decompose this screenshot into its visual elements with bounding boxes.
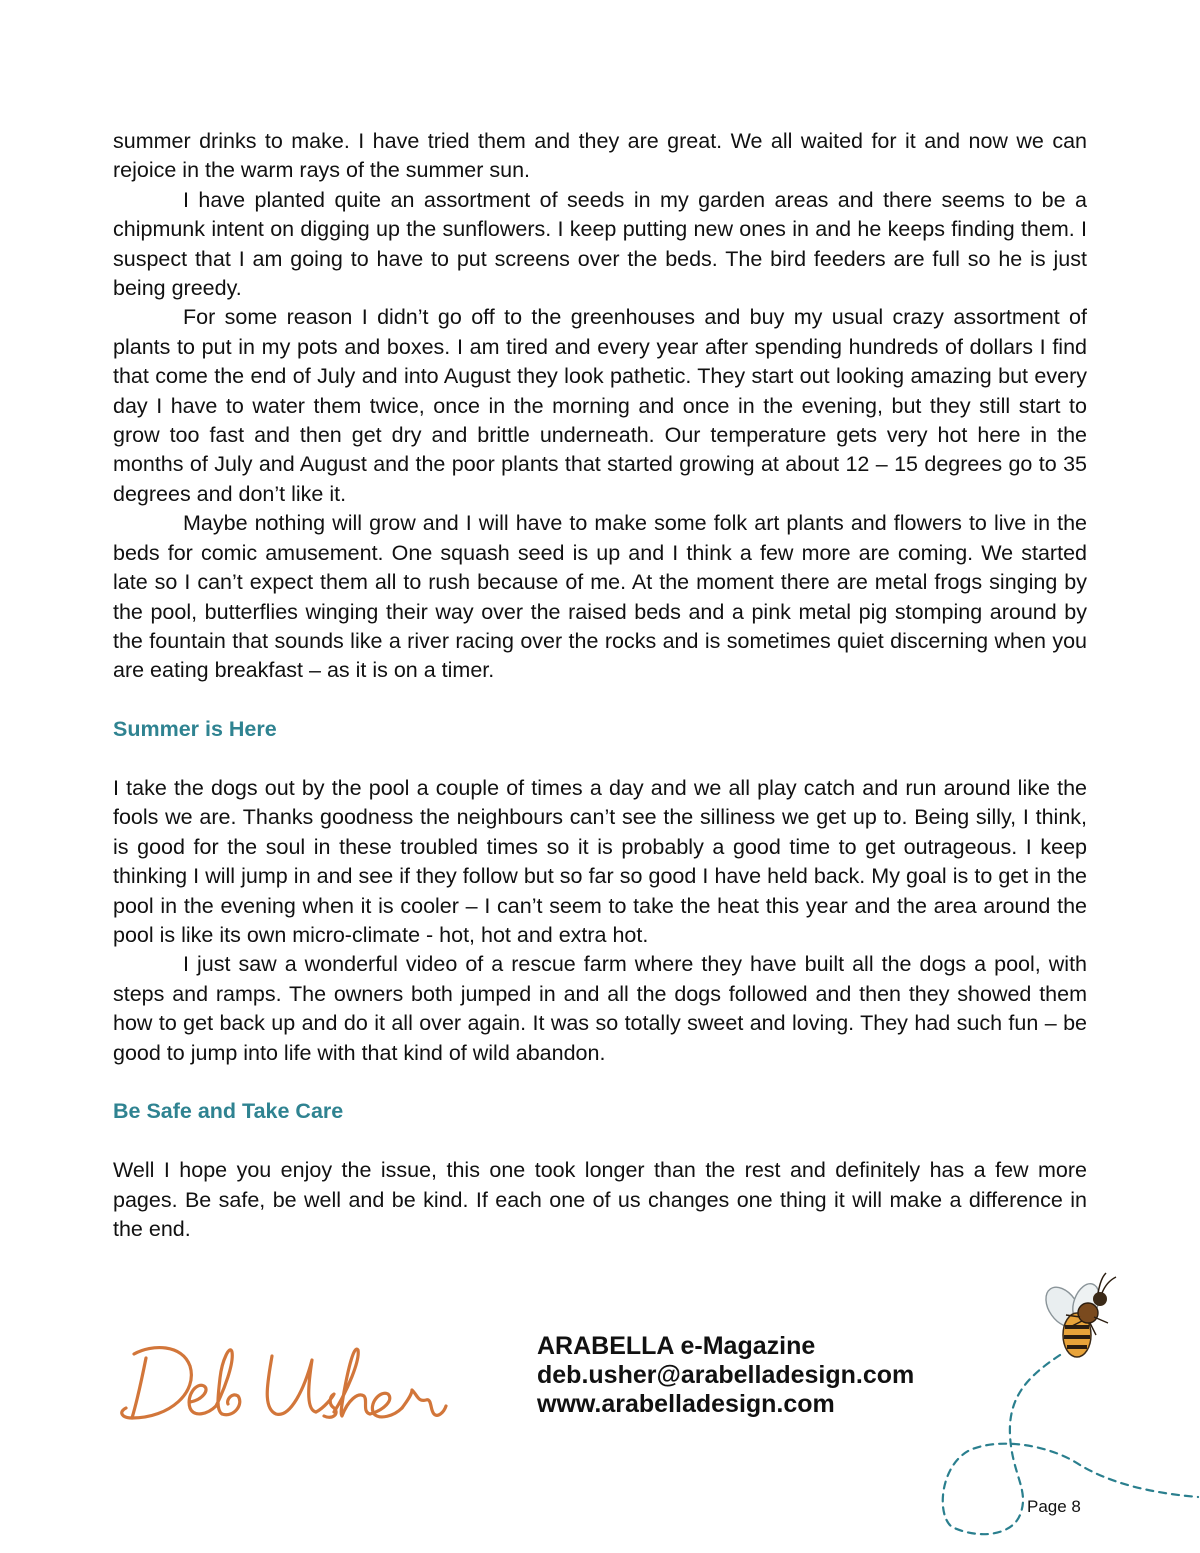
- contact-block: [537, 1332, 914, 1419]
- bee-icon: [1039, 1273, 1116, 1357]
- paragraph-chipmunk: I have planted quite an assortment of seeds in my garden areas and there seems to be a chipmunk intent on digging up the sunflowers. I keep putting new ones in and he keeps finding them. I suspect that I am going to have to put screens over the beds. The bird feeders are full so he is just being greedy.: [113, 187, 1087, 301]
- paragraph-closing: Well I hope you enjoy the issue, this one took longer than the rest and definitely has a few more pages. Be safe, be well and be kind. If each one of us changes one thing it will make a difference in the end.: [113, 1158, 1087, 1241]
- paragraph-greenhouses: For some reason I didn’t go off to the greenhouses and buy my usual crazy assortment of plants to put in my pots and boxes. I am tired and every year after spending hundreds of dollars I find that come the end of July and into August they look pathetic. They start out looking amazing but every day I have to water them twice, once in the morning and once in the evening, but they still start to grow too fast and then get dry and brittle underneath. Our temperature gets very hot here in the months of July and August and the poor plants that started growing at about 12 – 15 degrees go to 35 degrees and don’t like it.: [113, 305, 1087, 506]
- paragraph-continued: summer drinks to make. I have tried them and they are great. We all waited for it and now we can rejoice in the warm rays of the summer sun.: [113, 129, 1087, 183]
- section-heading-summer: Summer is Here: [113, 717, 277, 742]
- signature-image: [112, 1330, 452, 1430]
- article-body: [113, 127, 1087, 1244]
- contact-website[interactable]: www.arabelladesign.com: [537, 1390, 835, 1418]
- paragraph-dogs-pool: I take the dogs out by the pool a couple of times a day and we all play catch and run around like the fools we are. Thanks goodness the neighbours can’t see the silliness we get up to. Being silly, I think, is good for the soul in these troubled times so it is probably a good time to get outrageous. I keep thinking I will jump in and see if they follow but so far so good I have held back. My goal is to get in the pool in the evening when it is cooler – I can’t seem to take the heat this year and the area around the pool is like its own micro-climate - hot, hot and extra hot.: [113, 775, 1087, 947]
- paragraph-folk-art: Maybe nothing will grow and I will have to make some folk art plants and flowers to live in the beds for comic amusement. One squash seed is up and I think a few more are coming. We started late so I can’t expect them all to rush because of me. At the moment there are metal frogs singing by the pool, butterflies winging their way over the raised beds and a pink metal pig stomping around by the fountain that sounds like a river racing over the rocks and is sometimes quiet discerning when you are eating breakfast – as it is on a timer.: [113, 511, 1087, 683]
- magazine-name: ARABELLA e-Magazine: [537, 1332, 816, 1360]
- page-number: Page 8: [1027, 1497, 1081, 1516]
- section-heading-safe: Be Safe and Take Care: [113, 1099, 344, 1124]
- paragraph-rescue-farm: I just saw a wonderful video of a rescue farm where they have built all the dogs a pool, with steps and ramps. The owners both jumped in and all the dogs followed and then they showed them how to get back up and do it all over again. It was so totally sweet and loving. They had such fun – be good to jump into life with that kind of wild abandon.: [113, 952, 1087, 1065]
- contact-email[interactable]: deb.usher@arabelladesign.com: [537, 1361, 915, 1389]
